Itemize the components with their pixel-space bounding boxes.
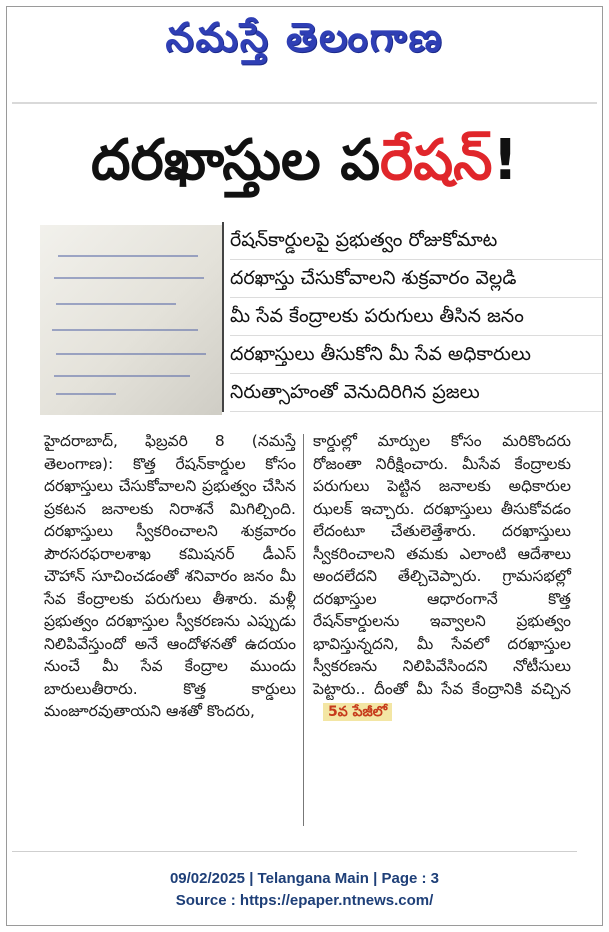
column-divider: [303, 434, 304, 826]
subpoint: దరఖాస్తు చేసుకోవాలని శుక్రవారం వెల్లడి: [230, 260, 602, 298]
subpoint: రేషన్‌కార్డులపై ప్రభుత్వం రోజుకోమాట: [230, 222, 602, 260]
masthead-logo: నమస్తే తెలంగాణ: [165, 15, 444, 61]
article-column-2-text: కార్డుల్లో మార్పుల కోసం మరికొందరు రోజంతా నిరీక్షించారు. మీసేవ కేంద్రాలకు పరుగులు పెట్టిన జనాలకు అధికారుల ఝలక్ ఇచ్చారు. దరఖాస్తులు తీసుకోవడం లేదంటూ చేతులెత్తేశారు. దరఖాస్తులు స్వీకరించాలని తమకు ఎలాంటి ఆదేశాలు అందలేదని తేల్చిచెప్పారు. గ్రామసభల్లో దరఖాస్తుల ఆధారంగానే కొత్త రేషన్‌కార్డులను ఇవ్వాలని ప్రభుత్వం భావిస్తున్నదని, మీ సేవలో దరఖాస్తుల స్వీకరణను నిలిపివేసిందని నోటీసులు పెట్టారు.. దీంతో మీ సేవ కేంద్రానికి వచ్చిన: [313, 432, 571, 698]
article-column-2: [313, 430, 571, 723]
footer-source: Source : https://epaper.ntnews.com/: [175, 892, 434, 909]
notice-photo: [40, 225, 222, 415]
footer-divider: [12, 851, 577, 852]
continued-page-ref: 5వ పేజీలో: [323, 703, 392, 721]
article-column-1: హైదరాబాద్, ఫిబ్రవరి 8 (నమస్తే తెలంగాణ): కొత్త రేషన్‌కార్డుల కోసం దరఖాస్తులు చేసుకోవాలని ప్రభుత్వం చేసిన ప్రకటన జనాలకు నిరాశనే మిగిల్చింది. దరఖాస్తులు స్వీకరించాలని శుక్రవారం పౌరసరఫరాలశాఖ కమిషనర్ డీఎస్ చౌహాన్ సూచించడంతో శనివారం జనం మీ సేవ కేంద్రాలకు పరుగులు తీశారు. మళ్లీ ప్రభుత్వం దరఖాస్తుల స్వీకరణను ఎప్పుడు నిలిపివేస్తుందో అనే ఆందోళనతో ఉదయం నుంచే మీ సేవ కేంద్రాల ముందు బారులుతీరారు. కొత్త కార్డులు మంజూరవుతాయని ఆశతో కొందరు,: [44, 432, 296, 720]
headline-part3: !: [492, 128, 519, 193]
headline-part1: దరఖాస్తుల ప: [90, 128, 381, 193]
masthead-divider: [12, 102, 597, 104]
subheading-points: [222, 222, 602, 412]
footer-date-edition: 09/02/2025 | Telangana Main | Page : 3: [169, 870, 440, 887]
headline: [12, 118, 597, 204]
subpoint: నిరుత్సాహంతో వెనుదిరిగిన ప్రజలు: [230, 374, 602, 412]
subpoint: మీ సేవ కేంద్రాలకు పరుగులు తీసిన జనం: [230, 298, 602, 336]
subpoint: దరఖాస్తులు తీసుకోని మీ సేవ అధికారులు: [230, 336, 602, 374]
headline-part2: రేషన్: [380, 128, 493, 193]
